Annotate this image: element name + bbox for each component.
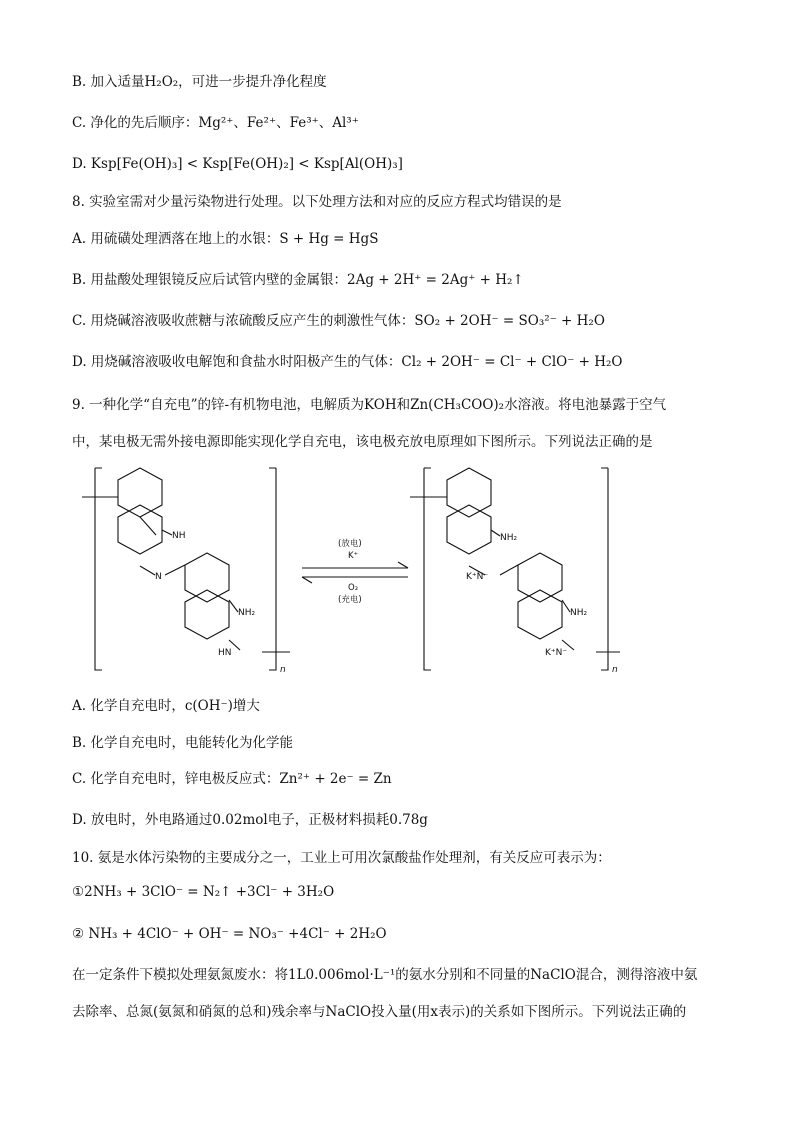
right-kn-label-a: K⁺N⁻ (466, 572, 489, 582)
question-10-stem: 10. 氨是水体污染物的主要成分之一，工业上可用次氯酸盐作处理剂，有关反应可表示为： (72, 850, 611, 866)
arrow-kplus-label: K⁺ (348, 551, 359, 561)
q9-option-a: A. 化学自充电时，c(OH⁻)增大 (72, 698, 260, 714)
q10-description-1: 在一定条件下模拟处理氨氮废水：将1L0.006mol·L⁻¹的氨水分别和不同量的NaClO混合，测得溶液中氨 (72, 967, 698, 983)
q10-reaction-2: ② NH₃ + 4ClO⁻ + OH⁻ = NO₃⁻ +4Cl⁻ + 2H₂O (72, 926, 387, 942)
right-nh2-label-b: NH₂ (570, 608, 588, 618)
q8-option-a: A. 用硫磺处理洒落在地上的水银：S + Hg = HgS (72, 231, 379, 247)
left-n-label: N (155, 572, 162, 582)
right-nh2-label-a: NH₂ (500, 533, 518, 543)
arrow-o2-label: O₂ (348, 583, 359, 593)
q8-option-d: D. 用烧碱溶液吸收电解饱和食盐水时阳极产生的气体：Cl₂ + 2OH⁻ = Cl⁻ + ClO⁻ + H₂O (72, 354, 623, 370)
question-9-stem-2: 中，某电极无需外接电源即能实现化学自充电，该电极充放电原理如下图所示。下列说法正确的是 (72, 434, 653, 450)
right-n-subscript: n (612, 665, 618, 675)
arrow-charge-label: (充电) (338, 595, 362, 605)
arrow-discharge-label: (放电) (338, 539, 362, 549)
q9-option-b: B. 化学自充电时，电能转化为化学能 (72, 735, 294, 751)
q10-reaction-1: ①2NH₃ + 3ClO⁻ = N₂↑ +3Cl⁻ + 3H₂O (72, 884, 335, 900)
left-hn-label: HN (218, 648, 232, 658)
q9-option-c: C. 化学自充电时，锌电极反应式：Zn²⁺ + 2e⁻ = Zn (72, 771, 392, 787)
q8-option-c: C. 用烧碱溶液吸收蔗糖与浓硫酸反应产生的刺激性气体：SO₂ + 2OH⁻ = SO₃²⁻ + H₂O (72, 313, 605, 329)
option-d-ksp: D. Ksp[Fe(OH)₃] < Ksp[Fe(OH)₂] < Ksp[Al(OH)₃] (72, 156, 403, 172)
left-nh2-label: NH₂ (238, 608, 256, 618)
option-b-h2o2: B. 加入适量H₂O₂，可进一步提升净化程度 (72, 74, 327, 90)
q9-option-d: D. 放电时，外电路通过0.02mol电子，正极材料损耗0.78g (72, 812, 428, 828)
question-9-stem-1: 9. 一种化学“自充电”的锌-有机物电池，电解质为KOH和Zn(CH₃COO)₂水溶液。将电池暴露于空气 (72, 397, 667, 413)
q10-description-2: 去除率、总氮(氨氮和硝氮的总和)残余率与NaClO投入量(用x表示)的关系如下图所示。下列说法正确的 (72, 1004, 687, 1020)
option-c-order: C. 净化的先后顺序：Mg²⁺、Fe²⁺、Fe³⁺、Al³⁺ (72, 115, 359, 131)
left-nh-label: NH (172, 531, 186, 541)
left-n-subscript: n (280, 665, 286, 675)
question-8-stem: 8. 实验室需对少量污染物进行处理。以下处理方法和对应的反应方程式均错误的是 (72, 194, 562, 210)
right-kn-label-b: K⁺N⁻ (545, 648, 568, 658)
q8-option-b: B. 用盐酸处理银镜反应后试管内壁的金属银：2Ag + 2H⁺ = 2Ag⁺ + H₂↑ (72, 272, 524, 288)
